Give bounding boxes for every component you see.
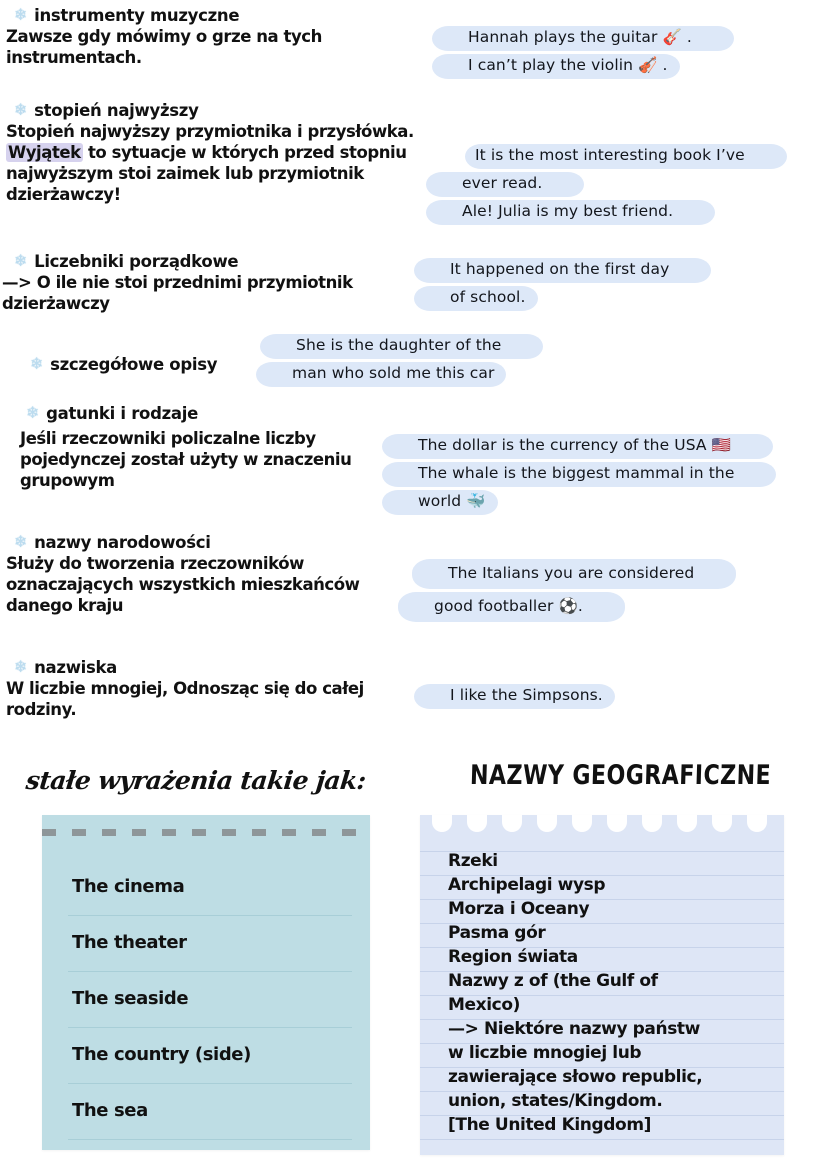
rule-body-line: W liczbie mnogiej, Odnosząc się do całej bbox=[6, 679, 364, 698]
list-item: The sea bbox=[72, 1100, 148, 1121]
rule-stopien-najwyzszy bbox=[6, 99, 454, 205]
list-item: The seaside bbox=[72, 988, 189, 1009]
snowflake-icon: ❄ bbox=[30, 353, 44, 373]
rule-body-line: Jeśli rzeczowniki policzalne liczby bbox=[20, 429, 316, 448]
whale-icon: 🐳 bbox=[466, 492, 486, 511]
example-line: Hannah plays the guitar 🎸 . bbox=[458, 24, 704, 52]
list-item: zawierające słowo republic, bbox=[448, 1067, 703, 1087]
rule-liczebniki bbox=[2, 250, 414, 314]
example-line: ever read. bbox=[452, 170, 554, 198]
example-line: Ale! Julia is my best friend. bbox=[452, 198, 685, 226]
rule-heading-label: nazwiska bbox=[34, 658, 118, 677]
fixed-expressions-list bbox=[72, 859, 360, 1139]
example-nationalities bbox=[434, 557, 706, 623]
example-superlative bbox=[462, 142, 757, 226]
left-card-heading: stałe wyrażenia takie jak: bbox=[24, 766, 368, 795]
example-line: It is the most interesting book I’ve bbox=[465, 142, 757, 170]
snowflake-icon: ❄ bbox=[14, 250, 28, 270]
example-line: She is the daughter of the bbox=[286, 332, 513, 360]
list-item: [The United Kingdom] bbox=[448, 1115, 651, 1135]
rule-body-line: Służy do tworzenia rzeczowników bbox=[6, 554, 304, 573]
example-line: of school. bbox=[440, 284, 538, 312]
rule-heading-label: szczegółowe opisy bbox=[50, 355, 218, 374]
rule-heading bbox=[14, 533, 414, 552]
violin-icon: 🎻 bbox=[638, 56, 658, 75]
list-item: union, states/Kingdom. bbox=[448, 1091, 663, 1111]
rule-body-line-rest: to sytuacje w których przed stopniu bbox=[82, 143, 407, 163]
fixed-expressions-card bbox=[42, 815, 370, 1150]
rule-instrumenty bbox=[6, 4, 414, 68]
example-line: man who sold me this car bbox=[282, 360, 506, 388]
rule-body-line: Stopień najwyższy przymiotnika i przysłówka. bbox=[6, 122, 414, 141]
rule-body bbox=[6, 678, 414, 720]
list-item: —> Niektóre nazwy państw bbox=[448, 1019, 700, 1039]
highlighted-word: Wyjątek bbox=[8, 143, 81, 163]
rule-heading bbox=[14, 101, 454, 120]
rule-nazwy-narodowosci bbox=[6, 531, 414, 616]
rule-body-line: dzierżawczy bbox=[2, 294, 110, 314]
example-line: The Italians you are considered bbox=[438, 557, 706, 590]
example-line: It happened on the first day bbox=[440, 256, 681, 284]
perforation-strip bbox=[42, 829, 370, 836]
list-item: The theater bbox=[72, 932, 187, 953]
list-item: w liczbie mnogiej lub bbox=[448, 1043, 642, 1063]
rule-body bbox=[6, 553, 414, 616]
list-item: The country (side) bbox=[72, 1044, 251, 1065]
list-item: The cinema bbox=[72, 876, 185, 897]
rule-heading-label: nazwy narodowości bbox=[34, 533, 211, 552]
list-item: Pasma gór bbox=[448, 923, 546, 943]
snowflake-icon: ❄ bbox=[14, 531, 28, 551]
geographic-names-card bbox=[420, 815, 784, 1155]
list-item: Rzeki bbox=[448, 851, 498, 871]
example-surnames bbox=[440, 682, 615, 710]
guitar-icon: 🎸 bbox=[662, 28, 682, 46]
rule-body bbox=[6, 26, 414, 68]
rule-heading bbox=[14, 658, 414, 677]
rule-heading-label: instrumenty muzyczne bbox=[34, 6, 240, 25]
list-item: Nazwy z of (the Gulf of bbox=[448, 971, 658, 991]
example-species bbox=[408, 432, 746, 516]
geographic-names-list bbox=[448, 849, 774, 1137]
example-line: The whale is the biggest mammal in the bbox=[408, 460, 746, 488]
rule-nazwiska bbox=[6, 656, 414, 720]
rule-heading bbox=[14, 252, 414, 271]
snowflake-icon: ❄ bbox=[14, 4, 28, 24]
rule-heading-label: gatunki i rodzaje bbox=[46, 404, 198, 423]
rule-heading-label: stopień najwyższy bbox=[34, 101, 199, 120]
rule-heading bbox=[26, 404, 426, 423]
rule-heading bbox=[14, 6, 414, 25]
usa-flag-icon: 🇺🇸 bbox=[711, 436, 732, 454]
example-instruments bbox=[458, 24, 704, 80]
snowflake-icon: ❄ bbox=[26, 402, 40, 422]
example-ordinal bbox=[440, 256, 681, 312]
rule-heading-label: Liczebniki porządkowe bbox=[34, 252, 239, 271]
list-item: Archipelagi wysp bbox=[448, 875, 606, 895]
example-line: The dollar is the currency of the USA 🇺🇸 bbox=[408, 432, 743, 460]
rule-body-line: rodziny. bbox=[6, 700, 77, 720]
rule-body-line bbox=[6, 142, 454, 163]
rule-body bbox=[6, 121, 454, 205]
rule-body-line: dzierżawczy! bbox=[6, 185, 121, 205]
rule-body-line: —> O ile nie stoi przednimi przymiotnik bbox=[2, 273, 353, 292]
rule-body bbox=[20, 428, 426, 491]
example-line: world 🐳 bbox=[408, 488, 498, 516]
example-line: I like the Simpsons. bbox=[440, 682, 615, 710]
snowflake-icon: ❄ bbox=[14, 99, 28, 119]
right-card-heading: NAZWY GEOGRAFICZNE bbox=[469, 760, 772, 791]
example-line: good footballer ⚽. bbox=[424, 590, 595, 623]
football-icon: ⚽ bbox=[558, 597, 578, 616]
example-line: I can’t play the violin 🎻 . bbox=[458, 52, 680, 80]
punch-holes bbox=[420, 815, 784, 845]
list-item: Morza i Oceany bbox=[448, 899, 590, 919]
rule-body-line: Zawsze gdy mówimy o grze na tych bbox=[6, 27, 322, 46]
rule-gatunki-i-rodzaje bbox=[20, 402, 426, 491]
rule-body-line: grupowym bbox=[20, 471, 115, 491]
rule-body-line: danego kraju bbox=[6, 596, 124, 616]
snowflake-icon: ❄ bbox=[14, 656, 28, 676]
example-detailed bbox=[282, 332, 513, 388]
list-item: Region świata bbox=[448, 947, 578, 967]
rule-body-line: najwyższym stoi zaimek lub przymiotnik bbox=[6, 164, 364, 184]
list-item: Mexico) bbox=[448, 995, 520, 1015]
rule-body bbox=[2, 272, 414, 314]
rule-body-line: pojedynczej został użyty w znaczeniu bbox=[20, 450, 352, 470]
rule-body-line: oznaczających wszystkich mieszkańców bbox=[6, 575, 360, 595]
rule-body-line: instrumentach. bbox=[6, 48, 142, 68]
